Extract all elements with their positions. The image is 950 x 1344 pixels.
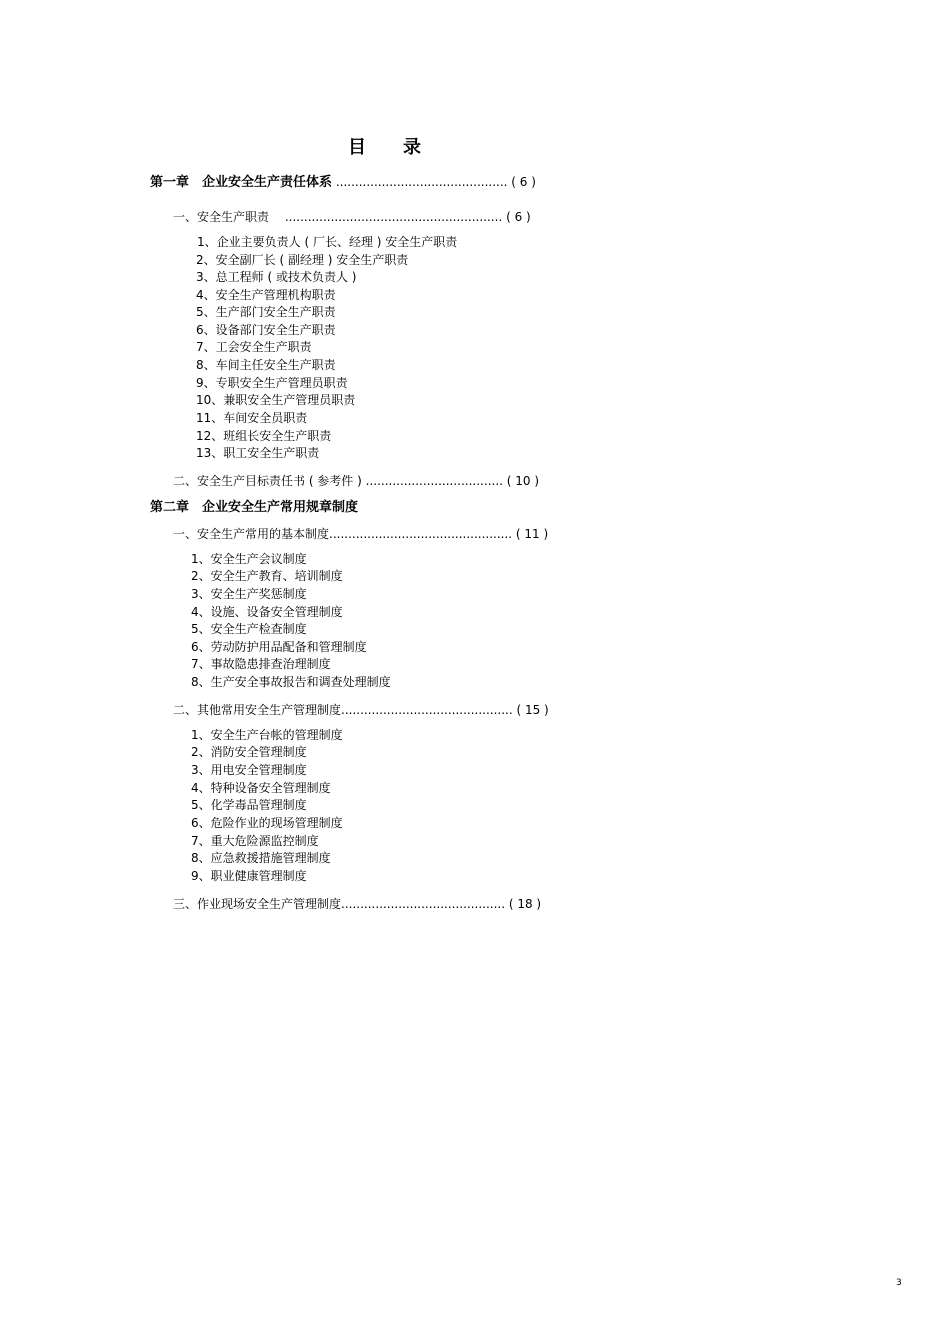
toc-section: 一、安全生产职责 ......................................................... ( 6 ) bbox=[173, 210, 531, 224]
toc-item: 5、安全生产检查制度 bbox=[191, 622, 307, 636]
toc-title-right: 录 bbox=[403, 137, 422, 158]
toc-section: 三、作业现场安全生产管理制度........................................... ( 18 ) bbox=[173, 897, 542, 911]
toc-item: 7、事故隐患排查治理制度 bbox=[191, 657, 331, 671]
page-number: 3 bbox=[896, 1278, 902, 1288]
toc-item: 8、应急救援措施管理制度 bbox=[191, 851, 331, 865]
toc-item: 7、重大危险源监控制度 bbox=[191, 834, 319, 848]
toc-item: 2、消防安全管理制度 bbox=[191, 745, 307, 759]
toc-item: 12、班组长安全生产职责 bbox=[196, 429, 332, 443]
toc-item: 6、危险作业的现场管理制度 bbox=[191, 816, 343, 830]
toc-title-left: 目 bbox=[348, 137, 367, 158]
toc-title bbox=[0, 133, 770, 159]
toc-chapter-1: 第一章 企业安全生产责任体系 ............................................. ( 6 ) bbox=[150, 175, 536, 190]
toc-item: 5、生产部门安全生产职责 bbox=[196, 305, 336, 319]
toc-item: 2、安全副厂长 ( 副经理 ) 安全生产职责 bbox=[196, 253, 409, 267]
toc-item: 8、车间主任安全生产职责 bbox=[196, 358, 336, 372]
toc-item: 6、设备部门安全生产职责 bbox=[196, 323, 336, 337]
toc-item: 5、化学毒品管理制度 bbox=[191, 798, 307, 812]
toc-item: 1、安全生产台帐的管理制度 bbox=[191, 728, 343, 742]
toc-item: 3、用电安全管理制度 bbox=[191, 763, 307, 777]
toc-chapter-2: 第二章 企业安全生产常用规章制度 bbox=[150, 500, 359, 515]
toc-item: 1、企业主要负责人 ( 厂长、经理 ) 安全生产职责 bbox=[197, 235, 458, 249]
toc-section: 一、安全生产常用的基本制度................................................ ( 11 ) bbox=[173, 527, 549, 541]
toc-item: 9、专职安全生产管理员职责 bbox=[196, 376, 348, 390]
toc-section: 二、安全生产目标责任书 ( 参考件 ) .................................... ( 10 ) bbox=[173, 474, 540, 488]
toc-item: 3、安全生产奖惩制度 bbox=[191, 587, 307, 601]
toc-item: 11、车间安全员职责 bbox=[196, 411, 308, 425]
toc-item: 6、劳动防护用品配备和管理制度 bbox=[191, 640, 367, 654]
toc-item: 4、设施、设备安全管理制度 bbox=[191, 605, 343, 619]
toc-item: 9、职业健康管理制度 bbox=[191, 869, 307, 883]
toc-item: 8、生产安全事故报告和调查处理制度 bbox=[191, 675, 391, 689]
toc-item: 7、工会安全生产职责 bbox=[196, 340, 312, 354]
toc-item: 10、兼职安全生产管理员职责 bbox=[196, 393, 356, 407]
toc-item: 3、总工程师 ( 或技术负责人 ) bbox=[196, 270, 357, 284]
toc-item: 4、特种设备安全管理制度 bbox=[191, 781, 331, 795]
toc-item: 1、安全生产会议制度 bbox=[191, 552, 307, 566]
toc-item: 2、安全生产教育、培训制度 bbox=[191, 569, 343, 583]
toc-item: 4、安全生产管理机构职责 bbox=[196, 288, 336, 302]
toc-section: 二、其他常用安全生产管理制度............................................. ( 15 ) bbox=[173, 703, 549, 717]
toc-item: 13、职工安全生产职责 bbox=[196, 446, 320, 460]
